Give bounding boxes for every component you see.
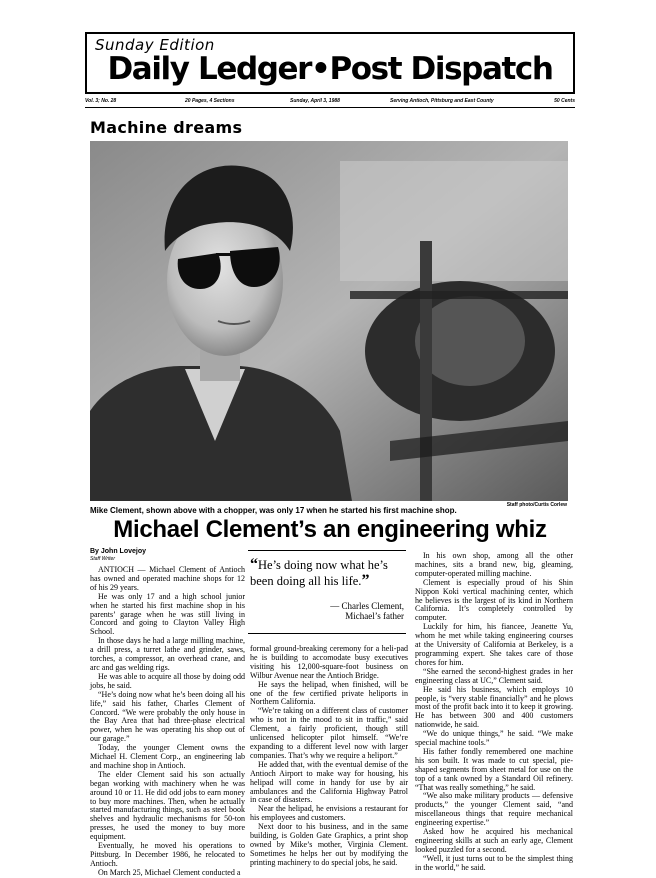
paragraph: “We also make military products — defensive products,” the younger Clement said, “and miscellaneous things that require mechanical engineering expertise.” (415, 791, 573, 828)
paragraph: He said his business, which employs 10 people, is “very stable financially” and he plows most of the profit back into it to keep it growing. He has between 300 and 400 customers nationwide, he said. (415, 684, 573, 730)
paragraph: He was able to acquire all those by doing odd jobs, he said. (90, 671, 245, 690)
newspaper-name: Daily Ledger•Post Dispatch (107, 51, 553, 87)
pull-quote-speaker-role: Michael’s father (345, 611, 404, 621)
article-headline: Michael Clement’s an engineering whiz (113, 516, 547, 543)
open-quote-mark: “ (250, 556, 258, 573)
paragraph: Asked how he acquired his mechanical engineering skills at such an early age, Clement looked puzzled for a second. (415, 827, 573, 854)
pull-quote-speaker: — Charles Clement, (330, 601, 404, 611)
feature-photo (90, 141, 568, 501)
folio-rule (85, 107, 575, 108)
paragraph: His father fondly remembered one machine his son built. It was made to cut special, pie-shaped segments from sheet metal for use on the top of a tank owned by a Standard Oil refinery. “That was really something,” he said. (415, 746, 573, 792)
pull-quote-text: He’s doing now what he’s been doing all his life. (250, 558, 388, 588)
paragraph: On March 25, Michael Clement conducted a (98, 867, 241, 877)
paragraph: “We do unique things,” he said. “We make special machine tools.” (415, 729, 573, 748)
paragraph: He was only 17 and a high school junior when he started his first machine shop in his parents’ garage when he was still living in Concord and going to Clayton Valley High School. (90, 591, 245, 637)
paragraph: Clement is especially proud of his Shin Nippon Koki vertical machining center, which he believes is the largest of its kind in Northern California. It’s completely controlled by computer. (415, 577, 573, 623)
coverage-area: Serving Antioch, Pittsburg and East County (390, 98, 494, 104)
photo-illustration (90, 141, 568, 501)
photo-credit: Staff photo/Curtis Corlew (506, 502, 567, 508)
paragraph: Luckily for him, his fiancee, Jeanette Yu, whom he met while taking engineering courses at the University of California at Berkeley, is a programming expert. She takes care of those chores for him. (415, 622, 573, 667)
section-title: Machine dreams (90, 118, 243, 137)
article-column-2 (250, 645, 408, 868)
byline: By John Lovejoy (90, 548, 147, 555)
paragraph: formal ground-breaking ceremony for a heli-pad he is building to accomodate busy executives visiting his 12,000-square-foot business on Wilbur Avenue near the Antioch Bridge. (250, 644, 408, 680)
pull-quote (250, 557, 404, 589)
paragraph: Next door to his business, and in the same building, is Golden Gate Graphics, a print shop owned by Mike’s mother, Virginia Clement. Sometimes he helps her out by modifying the printing machinery to do special jobs, he said. (250, 822, 408, 867)
paragraph: “She earned the second-highest grades in her engineering class at UC,” Clement said. (415, 666, 573, 685)
pull-quote-box (248, 550, 406, 634)
paragraph: “He’s doing now what he’s been doing all his life,” said his father, Charles Clement of Concord. “We were probably the only house in the Bay Area that had three-phase electrical power, when he was operating his shop out of our garage.” (90, 689, 245, 744)
paragraph: The elder Clement said his son actually began working with machinery when he was around 10 or 11. He did odd jobs to earn money to buy more machines. Then, when he actually started manufacturing things, such as steel book shelves and hydraulic mechanisms for 50-ton presses, he used the money to buy more equipment. (90, 769, 245, 842)
close-quote-mark: ” (361, 572, 370, 589)
byline-role: Staff Writer (90, 556, 116, 562)
pull-quote-attribution (330, 601, 404, 621)
paragraph: “Well, it just turns out to be the simplest thing in the world,” he said. (415, 853, 573, 872)
masthead (85, 32, 575, 94)
issue-date: Sunday, April 3, 1988 (290, 98, 340, 104)
edition-label: Sunday Edition (95, 36, 215, 54)
article-column-1 (90, 566, 245, 878)
paragraph: He added that, with the eventual demise of the Antioch Airport to make way for housing, his helipad will come in handy for use by air ambulances and the California Highway Patrol in case of disasters. (250, 759, 408, 805)
page-count: 20 Pages, 4 Sections (185, 98, 235, 104)
paragraph: “We’re taking on a different class of customer who is not in the mood to sit in traffic,” said Clement, a fairly proficient, though still unlicensed helicopter pilot himself. “We’re expanding to a different level now with larger companies. That’s why we require a heliport.” (250, 706, 408, 760)
paragraph: Eventually, he moved his operations to Pittsburg. In December 1986, he relocated to Antioch. (90, 841, 245, 868)
paragraph: He says the helipad, when finished, will be one of the few certified private heliports in Northern California. (250, 679, 408, 707)
newspaper-page (85, 32, 575, 877)
article-column-3 (415, 552, 573, 873)
paragraph: Today, the younger Clement owns the Michael H. Clement Corp., an engineering lab and machine shop in Antioch. (90, 743, 245, 770)
folio-line (85, 96, 575, 107)
paragraph: Near the helipad, he envisions a restaurant for his employees and customers. (250, 804, 408, 823)
paragraph: ANTIOCH — Michael Clement of Antioch has owned and operated machine shops for 12 of his 29 years. (90, 565, 245, 592)
price: 50 Cents (554, 98, 575, 104)
paragraph: In his own shop, among all the other machines, sits a brand new, big, gleaming, computer-operated milling machine. (415, 551, 573, 578)
paragraph: In those days he had a large milling machine, a drill press, a turret lathe and grinder, saws, torches, a compressor, an overhead crane, and arc and gas welding rigs. (90, 636, 245, 672)
volume-number: Vol. 3; No. 28 (85, 98, 117, 104)
photo-caption: Mike Clement, shown above with a chopper, was only 17 when he started his first machine shop. (90, 506, 457, 515)
